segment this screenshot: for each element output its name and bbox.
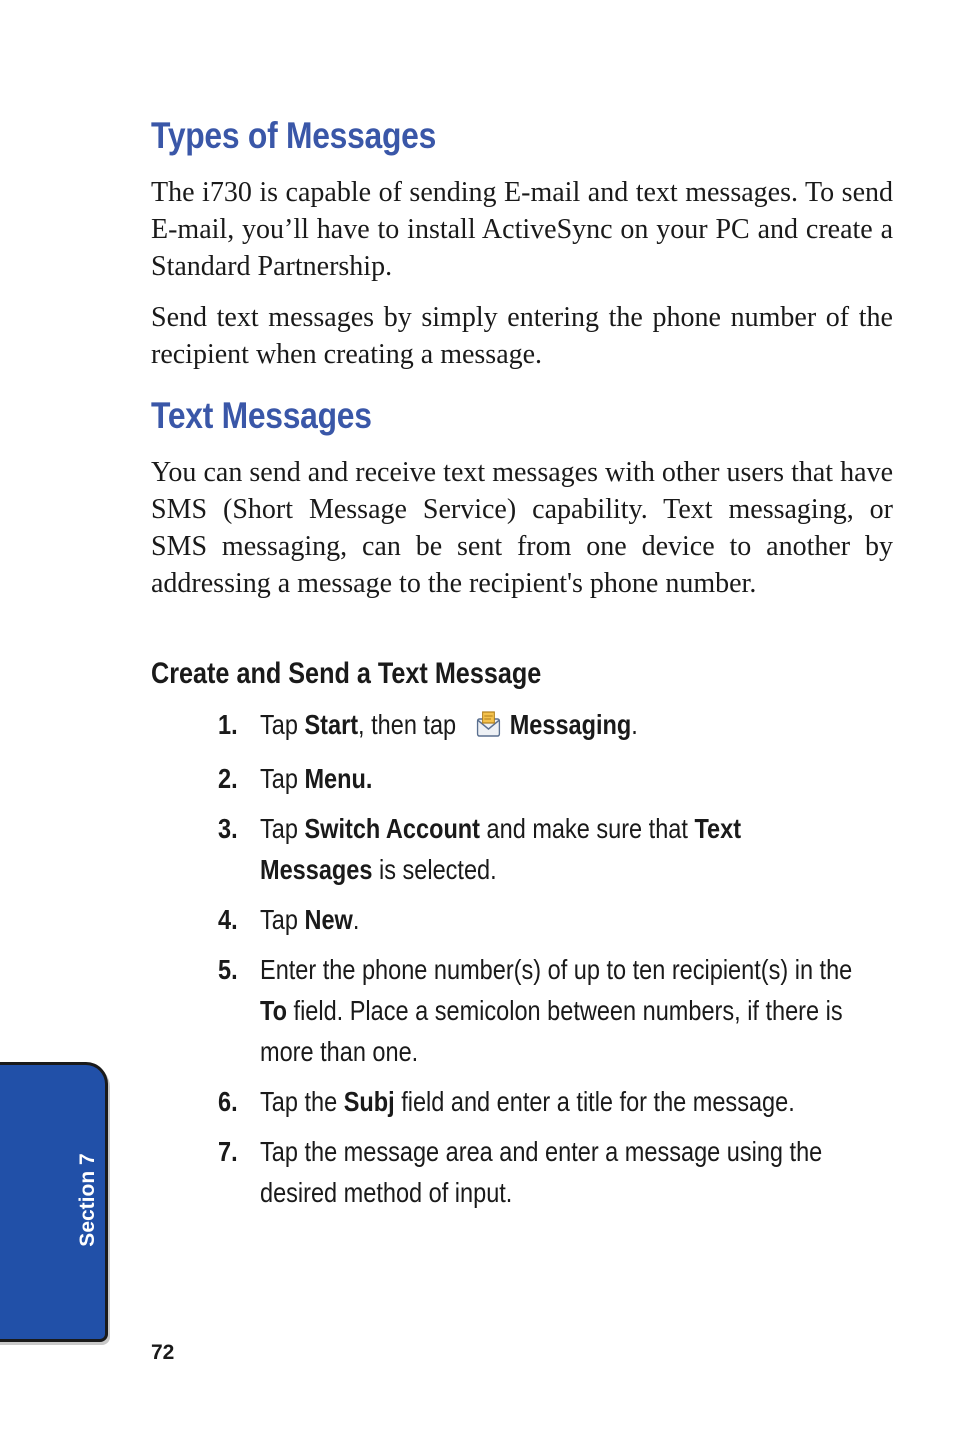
step-number: 4. [218, 904, 238, 935]
messaging-label: Messaging [509, 709, 632, 740]
section-label: Section 7 [76, 1153, 99, 1247]
step-7: 7. Tap the message area and enter a message using the desired method of input. [218, 1131, 856, 1213]
step-6: 6. Tap the Subj field and enter a title for the message. [218, 1081, 856, 1122]
text-messages-label: Text Messages [260, 813, 742, 885]
step-4: 4. Tap New. [218, 899, 856, 940]
step-number: 3. [218, 813, 238, 844]
steps-list [218, 704, 856, 1222]
to-label: To [260, 995, 287, 1026]
new-label: New [304, 904, 353, 935]
subheading-create-send: Create and Send a Text Message [151, 657, 542, 690]
step-number: 5. [218, 954, 238, 985]
step-number: 7. [218, 1136, 238, 1167]
heading-types-of-messages: Types of Messages [151, 115, 437, 156]
paragraph-email-capability: The i730 is capable of sending E-mail and text messages. To send E-mail, you’ll have to install ActiveSync on your PC and create a Standard Partnership. [151, 177, 893, 282]
paragraph-sms-description: You can send and receive text messages with other users that have SMS (Short Message Service) capability. Text messaging, or SMS messaging, can be sent from one device to another by addressing a message to the recipient's phone number. [151, 457, 893, 599]
step-number: 2. [218, 763, 238, 794]
messaging-envelope-icon [476, 708, 501, 749]
step-3: 3. Tap Switch Account and make sure that Text Messages is selected. [218, 808, 856, 890]
step-number: 1. [218, 709, 238, 740]
step-5: 5. Enter the phone number(s) of up to ten recipient(s) in the To field. Place a semicolon between numbers, if there is more than one. [218, 949, 856, 1072]
start-label: Start [304, 709, 359, 740]
step-1: 1. Tap Start, then tap Messaging. [218, 704, 856, 749]
menu-label: Menu. [304, 763, 373, 794]
subj-label: Subj [343, 1086, 395, 1117]
heading-text-messages: Text Messages [151, 395, 372, 436]
step-2: 2. Tap Menu. [218, 758, 856, 799]
switch-account-label: Switch Account [304, 813, 481, 844]
step-number: 6. [218, 1086, 238, 1117]
page-number: 72 [151, 1341, 175, 1364]
paragraph-send-text: Send text messages by simply entering the phone number of the recipient when creating a message. [151, 302, 893, 370]
